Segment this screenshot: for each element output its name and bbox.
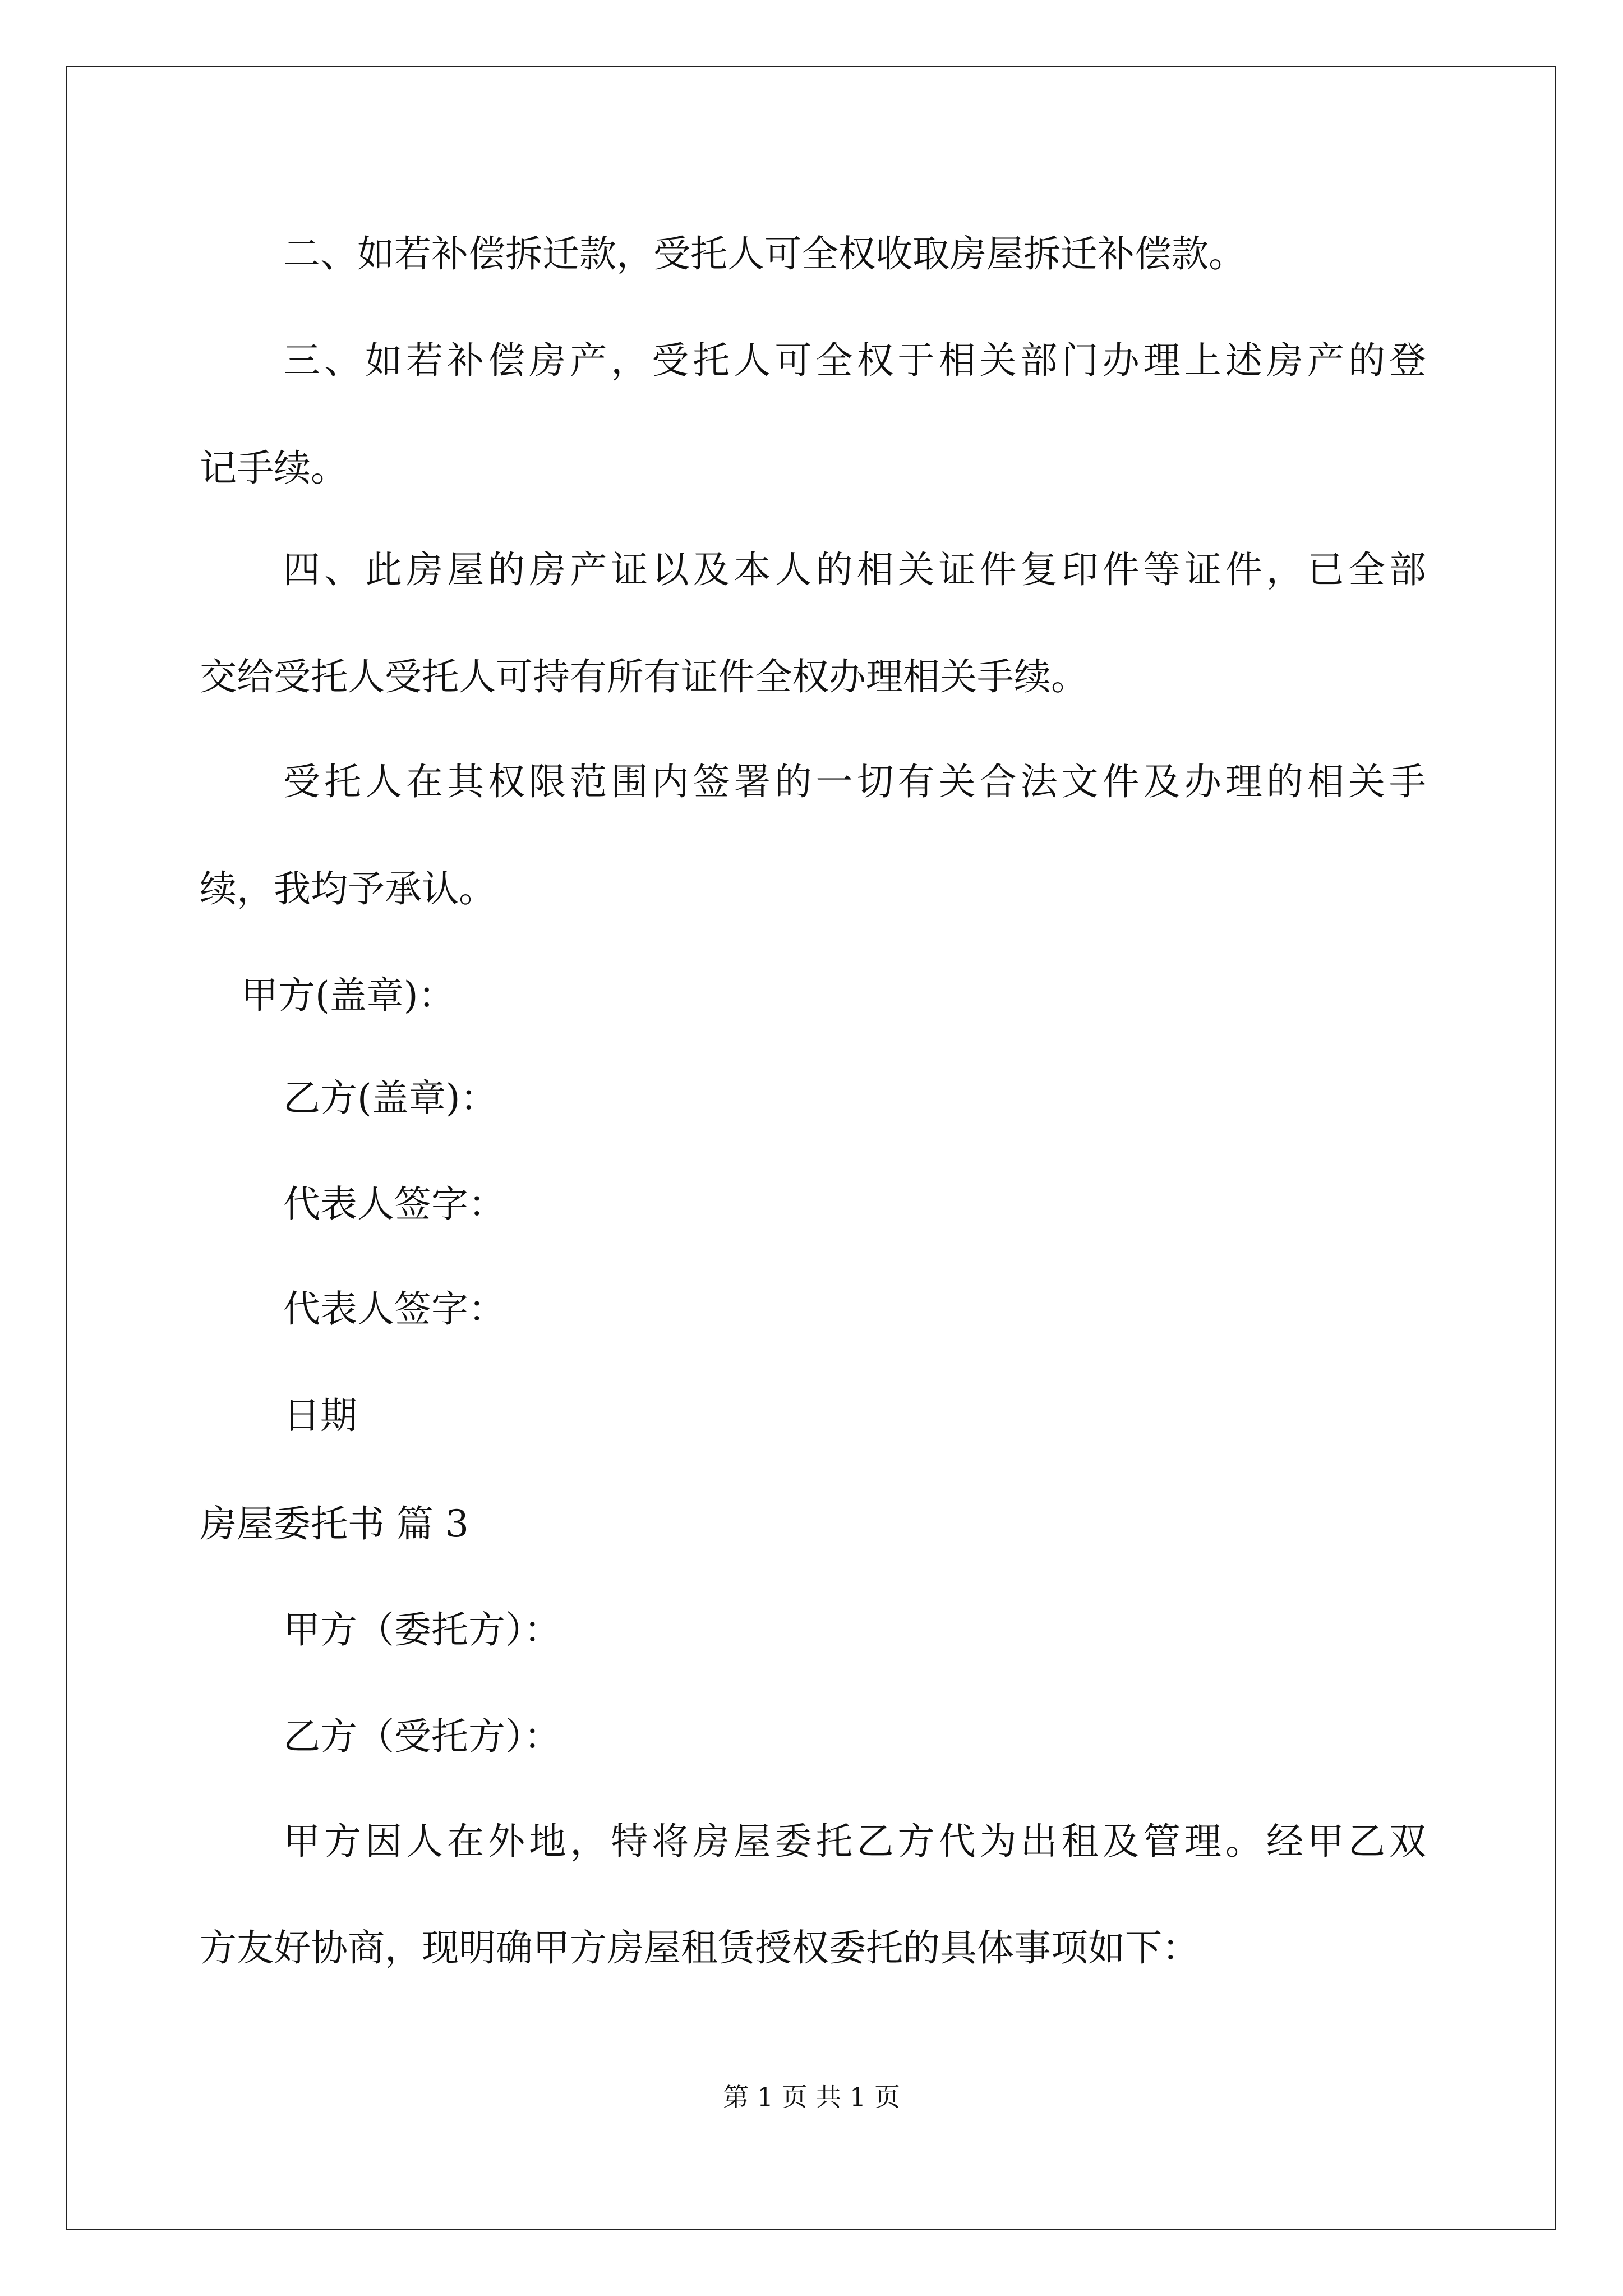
party-b-seal-label: 乙方(盖章)： [283,1076,497,1120]
authorization-line-2: 续，我均予承认。 [200,867,496,910]
intro-line-1 [283,1819,1426,1864]
party-a-client-label: 甲方（委托方）： [283,1608,561,1651]
clause-2-line: 二、如若补偿拆迁款，受托人可全权收取房屋拆迁补偿款。 [283,232,1246,275]
party-b-trustee-label: 乙方（受托方）： [283,1715,561,1758]
clause-4-line-1 [283,547,1426,592]
party-a-seal-label: 甲方(盖章)： [241,974,455,1017]
authorization-text-1: 受托人在其权限范围内签署的一切有关合法文件及办理的相关手 [283,760,1426,803]
intro-text-1: 甲方因人在外地，特将房屋委托乙方代为出租及管理。经甲乙双 [283,1820,1426,1863]
representative-signature-label-1: 代表人签字： [283,1182,505,1226]
date-label: 日期 [283,1394,357,1437]
clause-4-line-2: 交给受托人受托人可持有所有证件全权办理相关手续。 [200,655,1088,698]
page-footer: 第 1 页 共 1 页 [723,2082,900,2112]
clause-4-text-1: 四、此房屋的房产证以及本人的相关证件复印件等证件，已全部 [283,548,1426,591]
representative-signature-label-2: 代表人签字： [283,1287,505,1331]
section-heading: 房屋委托书 篇 3 [200,1502,469,1545]
clause-3-line-1 [283,338,1426,383]
page-border [66,66,1556,2230]
authorization-line-1 [283,760,1426,804]
intro-line-2: 方友好协商，现明确甲方房屋租赁授权委托的具体事项如下： [200,1926,1199,1970]
clause-3-text-1: 三、如若补偿房产，受托人可全权于相关部门办理上述房产的登 [283,339,1426,382]
clause-3-line-2: 记手续。 [200,447,348,490]
